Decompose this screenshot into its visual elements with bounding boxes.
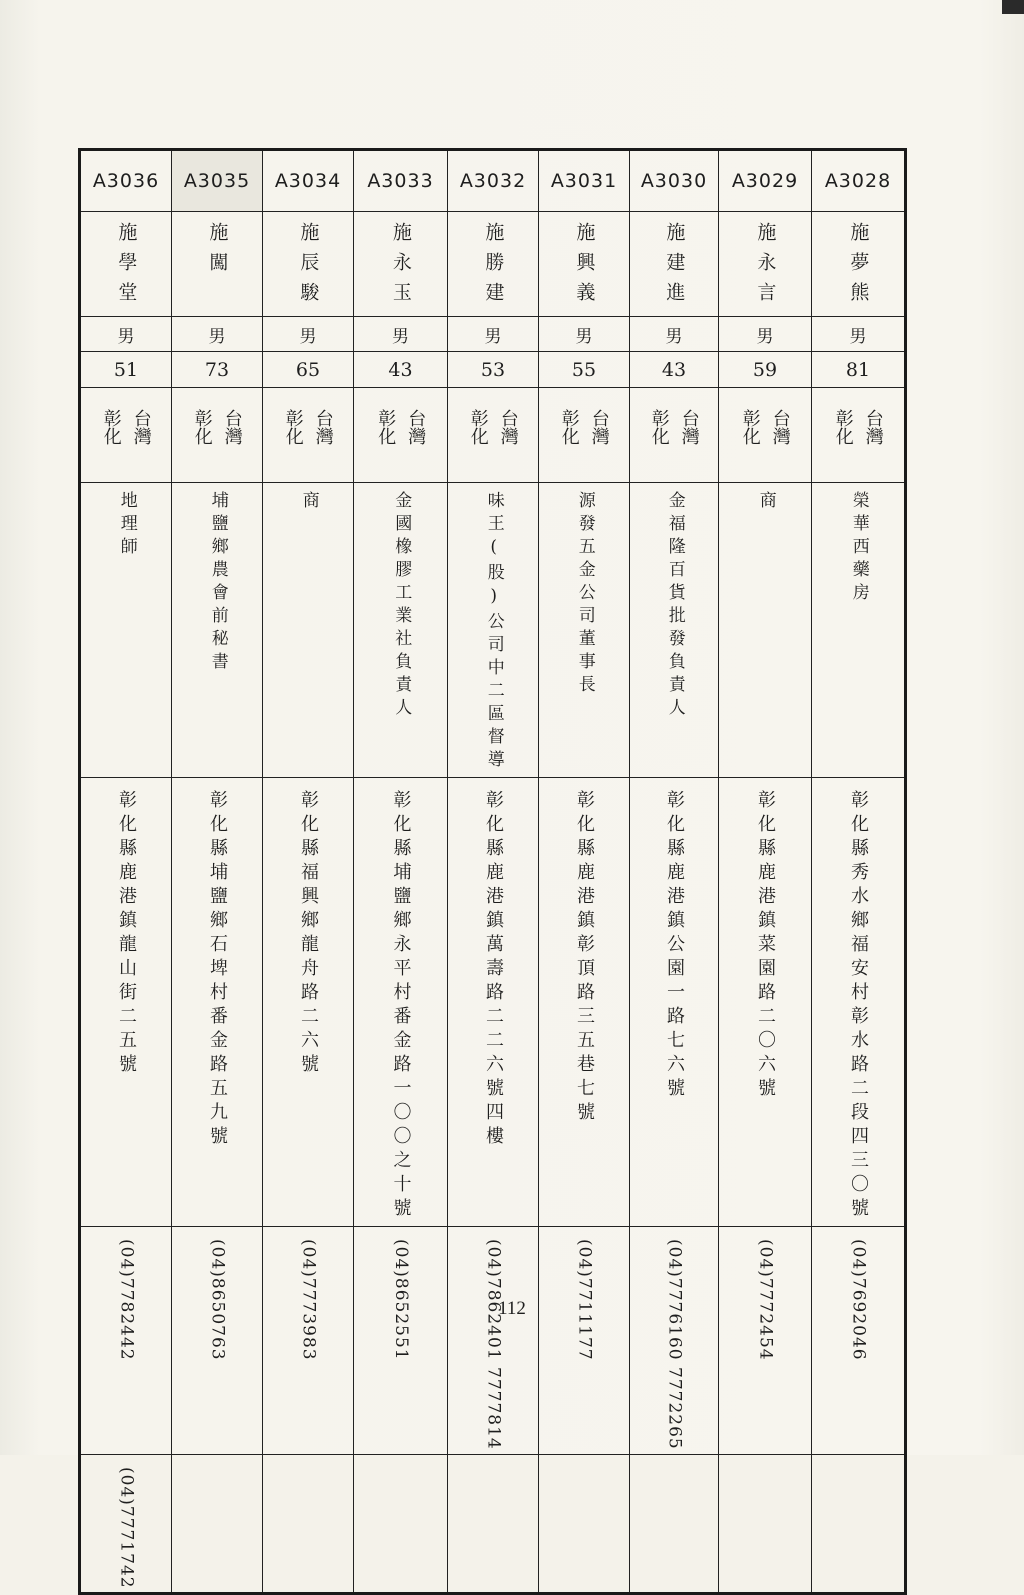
record-phone: (04)7862401 7777814 bbox=[483, 1239, 504, 1450]
origin-line-2: 彰化 bbox=[832, 409, 854, 445]
record-sex: 男 bbox=[448, 317, 539, 352]
occupation-cell bbox=[539, 483, 630, 778]
occupation-cell bbox=[630, 483, 719, 778]
name-cell bbox=[263, 212, 354, 317]
origin-grid bbox=[278, 398, 338, 456]
record-phone-2: (04)7771742 bbox=[116, 1466, 137, 1589]
record-age: 73 bbox=[172, 352, 263, 388]
origin-grid bbox=[187, 398, 247, 456]
origin-grid bbox=[371, 398, 431, 456]
record-phone: (04)7772454 bbox=[755, 1239, 776, 1361]
origin-cell bbox=[812, 388, 906, 483]
record-age: 53 bbox=[448, 352, 539, 388]
record-address: 彰化縣鹿港鎮萬壽路二二六號四樓 bbox=[482, 790, 504, 1150]
name-cell bbox=[448, 212, 539, 317]
occupation-cell bbox=[263, 483, 354, 778]
origin-line-2: 彰化 bbox=[375, 409, 397, 445]
phone2-cell bbox=[630, 1454, 719, 1594]
address-cell bbox=[448, 778, 539, 1227]
phone2-cell bbox=[719, 1454, 812, 1594]
record-name: 施興義 bbox=[573, 222, 596, 312]
record-occupation: 地理師 bbox=[116, 491, 137, 560]
record-occupation: 商 bbox=[298, 491, 319, 514]
record-phone: (04)7776160 7772265 bbox=[664, 1239, 685, 1450]
occupation-cell bbox=[812, 483, 906, 778]
name-cell bbox=[539, 212, 630, 317]
origin-line-1: 台灣 bbox=[130, 409, 152, 445]
record-phone: (04)7782442 bbox=[116, 1239, 137, 1361]
record-phone: (04)8650763 bbox=[207, 1239, 228, 1361]
record-age: 43 bbox=[630, 352, 719, 388]
record-age: 81 bbox=[812, 352, 906, 388]
origin-line-1: 台灣 bbox=[862, 409, 884, 445]
name-cell bbox=[719, 212, 812, 317]
record-age: 55 bbox=[539, 352, 630, 388]
phone-cell bbox=[448, 1227, 539, 1455]
record-name: 施辰駿 bbox=[297, 222, 320, 312]
origin-line-2: 彰化 bbox=[739, 409, 761, 445]
origin-line-1: 台灣 bbox=[497, 409, 519, 445]
phone-cell bbox=[80, 1227, 172, 1455]
origin-line-2: 彰化 bbox=[467, 409, 489, 445]
record-address: 彰化縣鹿港鎮公園一路七六號 bbox=[663, 790, 685, 1102]
origin-grid bbox=[96, 398, 156, 456]
origin-grid bbox=[554, 398, 614, 456]
record-phone: (04)8652551 bbox=[390, 1239, 411, 1361]
record-occupation: 金國橡膠工業社負責人 bbox=[391, 491, 412, 721]
origin-cell bbox=[263, 388, 354, 483]
record-sex: 男 bbox=[539, 317, 630, 352]
row-id bbox=[80, 150, 906, 212]
row-phone bbox=[80, 1227, 906, 1455]
phone-cell bbox=[719, 1227, 812, 1455]
origin-grid bbox=[828, 398, 888, 456]
name-cell bbox=[80, 212, 172, 317]
occupation-cell bbox=[172, 483, 263, 778]
origin-cell bbox=[172, 388, 263, 483]
address-cell bbox=[80, 778, 172, 1227]
origin-line-2: 彰化 bbox=[100, 409, 122, 445]
record-address: 彰化縣福興鄉龍舟路二六號 bbox=[297, 790, 319, 1078]
phone2-cell bbox=[263, 1454, 354, 1594]
record-id: A3032 bbox=[448, 150, 539, 212]
phone2-cell bbox=[448, 1454, 539, 1594]
name-cell bbox=[812, 212, 906, 317]
origin-cell bbox=[448, 388, 539, 483]
name-cell bbox=[630, 212, 719, 317]
origin-cell bbox=[354, 388, 448, 483]
record-id: A3030 bbox=[630, 150, 719, 212]
record-address: 彰化縣秀水鄉福安村彰水路二段四三〇號 bbox=[847, 790, 869, 1222]
record-name: 施建進 bbox=[663, 222, 686, 312]
row-age bbox=[80, 352, 906, 388]
address-cell bbox=[172, 778, 263, 1227]
origin-grid bbox=[735, 398, 795, 456]
phone2-cell bbox=[539, 1454, 630, 1594]
address-cell bbox=[812, 778, 906, 1227]
name-cell bbox=[354, 212, 448, 317]
record-address: 彰化縣鹿港鎮龍山街二五號 bbox=[115, 790, 137, 1078]
record-age: 51 bbox=[80, 352, 172, 388]
record-age: 65 bbox=[263, 352, 354, 388]
row-occupation bbox=[80, 483, 906, 778]
record-occupation: 埔鹽鄉農會前秘書 bbox=[207, 491, 228, 675]
record-name: 施學堂 bbox=[115, 222, 138, 312]
record-id: A3029 bbox=[719, 150, 812, 212]
record-sex: 男 bbox=[354, 317, 448, 352]
origin-line-1: 台灣 bbox=[588, 409, 610, 445]
address-cell bbox=[539, 778, 630, 1227]
record-sex: 男 bbox=[80, 317, 172, 352]
origin-cell bbox=[630, 388, 719, 483]
phone-cell bbox=[172, 1227, 263, 1455]
phone-cell bbox=[263, 1227, 354, 1455]
record-age: 59 bbox=[719, 352, 812, 388]
record-sex: 男 bbox=[812, 317, 906, 352]
record-name: 施永言 bbox=[754, 222, 777, 312]
record-phone: (04)7711177 bbox=[574, 1239, 595, 1361]
record-occupation: 源發五金公司董事長 bbox=[574, 491, 595, 698]
phone-cell bbox=[812, 1227, 906, 1455]
record-id: A3033 bbox=[354, 150, 448, 212]
record-address: 彰化縣埔鹽鄉永平村番金路一〇〇之十號 bbox=[390, 790, 412, 1222]
phone2-cell bbox=[354, 1454, 448, 1594]
record-phone: (04)7692046 bbox=[848, 1239, 869, 1361]
record-occupation: 金福隆百貨批發負責人 bbox=[664, 491, 685, 721]
origin-line-1: 台灣 bbox=[769, 409, 791, 445]
address-cell bbox=[630, 778, 719, 1227]
origin-line-2: 彰化 bbox=[282, 409, 304, 445]
origin-line-2: 彰化 bbox=[191, 409, 213, 445]
record-id: A3034 bbox=[263, 150, 354, 212]
record-id: A3035 bbox=[172, 150, 263, 212]
record-name: 施永玉 bbox=[389, 222, 412, 312]
record-name: 施夢熊 bbox=[847, 222, 870, 312]
row-phone-2 bbox=[80, 1454, 906, 1594]
record-id: A3036 bbox=[80, 150, 172, 212]
record-address: 彰化縣鹿港鎮菜園路二〇六號 bbox=[754, 790, 776, 1102]
origin-grid bbox=[644, 398, 704, 456]
phone2-cell bbox=[812, 1454, 906, 1594]
origin-cell bbox=[539, 388, 630, 483]
record-address: 彰化縣埔鹽鄉石埤村番金路五九號 bbox=[206, 790, 228, 1150]
origin-line-1: 台灣 bbox=[221, 409, 243, 445]
origin-line-1: 台灣 bbox=[678, 409, 700, 445]
occupation-cell bbox=[448, 483, 539, 778]
occupation-cell bbox=[80, 483, 172, 778]
record-sex: 男 bbox=[630, 317, 719, 352]
record-name: 施闖 bbox=[206, 222, 229, 282]
record-name: 施勝建 bbox=[482, 222, 505, 312]
phone2-cell bbox=[80, 1454, 172, 1594]
record-id: A3028 bbox=[812, 150, 906, 212]
origin-cell bbox=[719, 388, 812, 483]
phone2-cell bbox=[172, 1454, 263, 1594]
row-address bbox=[80, 778, 906, 1227]
scan-corner-mark bbox=[1002, 0, 1024, 14]
origin-line-1: 台灣 bbox=[312, 409, 334, 445]
record-sex: 男 bbox=[172, 317, 263, 352]
origin-line-2: 彰化 bbox=[648, 409, 670, 445]
page-number: 112 bbox=[498, 1298, 526, 1319]
origin-grid bbox=[463, 398, 523, 456]
address-cell bbox=[354, 778, 448, 1227]
record-sex: 男 bbox=[263, 317, 354, 352]
origin-cell bbox=[80, 388, 172, 483]
origin-line-1: 台灣 bbox=[405, 409, 427, 445]
row-name bbox=[80, 212, 906, 317]
occupation-cell bbox=[354, 483, 448, 778]
record-id: A3031 bbox=[539, 150, 630, 212]
phone-cell bbox=[539, 1227, 630, 1455]
name-cell bbox=[172, 212, 263, 317]
record-sex: 男 bbox=[719, 317, 812, 352]
phone-cell bbox=[630, 1227, 719, 1455]
occupation-cell bbox=[719, 483, 812, 778]
address-cell bbox=[263, 778, 354, 1227]
origin-line-2: 彰化 bbox=[558, 409, 580, 445]
record-age: 43 bbox=[354, 352, 448, 388]
address-cell bbox=[719, 778, 812, 1227]
record-occupation: 味王(股)公司中二區督導 bbox=[483, 491, 504, 773]
row-origin bbox=[80, 388, 906, 483]
record-occupation: 商 bbox=[755, 491, 776, 514]
record-phone: (04)7773983 bbox=[298, 1239, 319, 1361]
record-address: 彰化縣鹿港鎮彰頂路三五巷七號 bbox=[573, 790, 595, 1126]
record-occupation: 榮華西藥房 bbox=[848, 491, 869, 606]
member-roster-table bbox=[78, 148, 907, 1595]
row-sex bbox=[80, 317, 906, 352]
phone-cell bbox=[354, 1227, 448, 1455]
